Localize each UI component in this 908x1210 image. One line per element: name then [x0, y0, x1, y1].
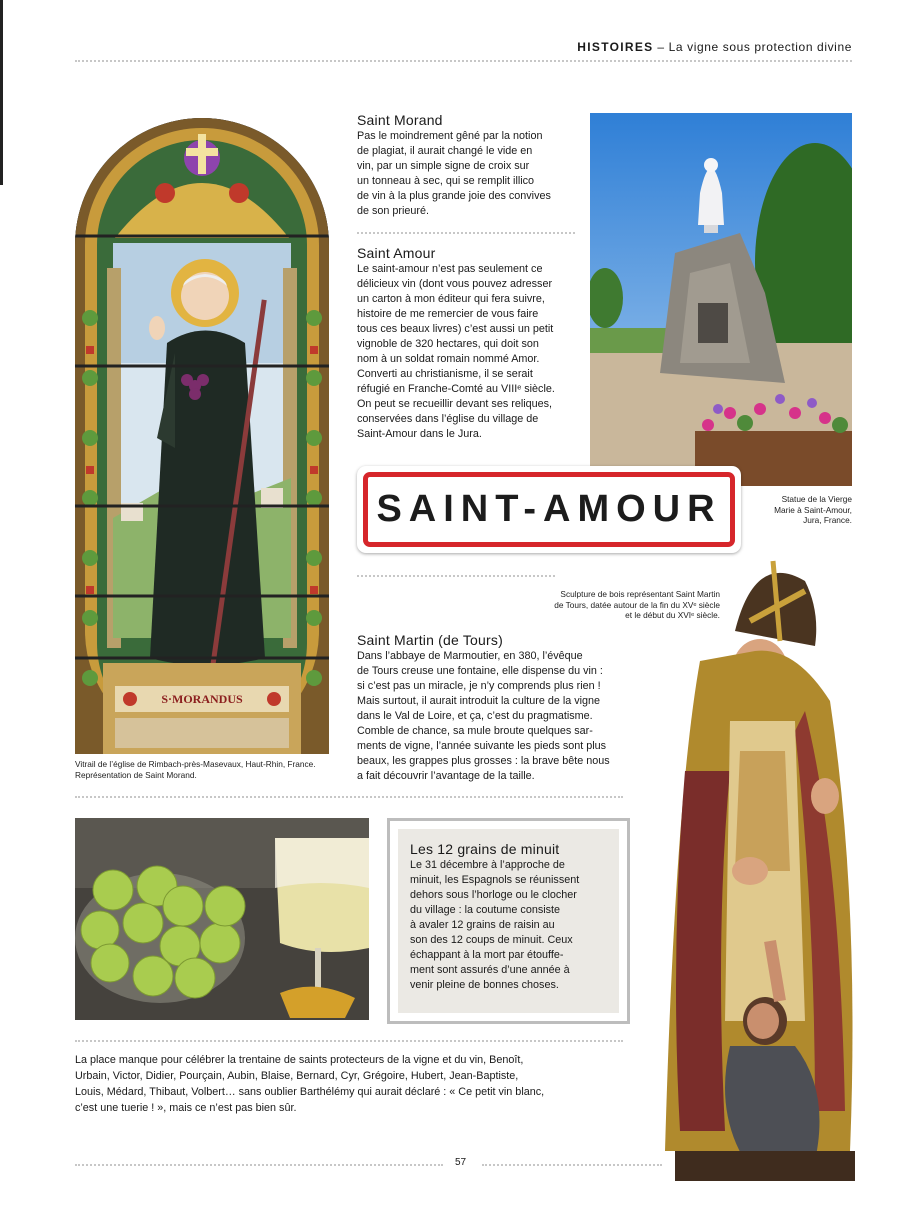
saint-morand-block	[357, 112, 577, 219]
sculpture-caption: Sculpture de bois représentant Saint Martin de Tours, datée autour de la fin du XVᵉ siècle et le début du XVIᵉ siècle.	[554, 589, 720, 621]
saint-amour-block	[357, 245, 582, 442]
header-section: HISTOIRES	[577, 40, 654, 54]
saint-martin-block	[357, 632, 647, 784]
grains-info-box	[387, 818, 630, 1024]
grains-title: Les 12 grains de minuit	[410, 841, 560, 857]
saint-martin-sculpture-photo	[655, 551, 865, 1181]
divider	[75, 796, 623, 798]
saint-amour-text: Le saint-amour n’est pas seulement ce délicieux vin (dont vous pouvez adresser un carton à mon éditeur qui fera suivre, histoire de me remercier de vous faire tous ces beaux livres) c’est aussi un petit vignoble de 320 hectares, qui doit son nom à un soldat romain nommé Amor. Converti au christianisme, il se serait réfugié en Franche-Comté au VIIIᵉ siècle. On peut se recueillir devant ses reliques, conservées dans l’église du village de Saint-Amour dans le Jura.	[357, 263, 555, 440]
footer-rule-right	[482, 1164, 662, 1166]
saint-morand-title: Saint Morand	[357, 112, 443, 128]
sign-text: SAINT-AMOUR	[376, 488, 722, 530]
saint-amour-title: Saint Amour	[357, 245, 436, 261]
stained-glass-image	[75, 118, 329, 754]
glass-label: S·MORANDUS	[161, 692, 243, 706]
divider	[75, 1040, 623, 1042]
saint-morand-text: Pas le moindrement gêné par la notion de plagiat, il aurait changé le vide en vin, par un simple signe de croix sur un tonneau à sec, qui se remplit illico de vin à la plus grande joie des convives de son prieuré.	[357, 130, 551, 217]
closing-paragraph: La place manque pour célébrer la trentaine de saints protecteurs de la vigne et du vin, Benoît, Urbain, Victor, Didier, Pourçain, Aubin, Blaise, Bernard, Cyr, Grégoire, Hubert, Jean-Baptiste, Louis, Médard, Thibaut, Volbert… sans oublier Barthélémy qui aurait déclaré : « Ce petit vin blanc, c’est une tuerie ! », mais ce n’est pas bien sûr.	[75, 1054, 545, 1114]
sign-red-border	[363, 472, 735, 547]
divider	[357, 575, 555, 577]
vitrail-caption: Vitrail de l’église de Rimbach-près-Masevaux, Haut-Rhin, France. Représentation de Saint Morand.	[75, 759, 316, 780]
page-edge-mark	[0, 0, 3, 185]
statue-caption: Statue de la Vierge Marie à Saint-Amour, Jura, France.	[774, 494, 852, 526]
header-rule	[75, 60, 852, 62]
saint-martin-text: Dans l’abbaye de Marmoutier, en 380, l’évêque de Tours creuse une fontaine, elle dispense du vin : si c’est pas un miracle, je n’y comprends plus rien ! Mais surtout, il aurait introduit la culture de la vigne dans le Val de Loire, et ça, c’est du pragmatisme. Comble de chance, sa mule broute quelques sar- ments de vigne, l’année suivante les pieds sont plus beaux, les grappes plus grosses : la brave bête nous a fait découvrir l’avantage de la taille.	[357, 650, 610, 782]
saint-martin-title: Saint Martin (de Tours)	[357, 632, 503, 648]
page-number: 57	[455, 1157, 467, 1168]
grains-text: Le 31 décembre à l’approche de minuit, les Espagnols se réunissent dehors sous l’horloge ou le clocher du village : la coutume consiste à avaler 12 grains de raisin au son des 12 coups de minuit. Ceux échappant à la mort par étouffe- ment sont assurés d’une année à venir pleine de bonnes choses.	[410, 859, 580, 991]
footer-rule-left	[75, 1164, 443, 1166]
header-subtitle: La vigne sous protection divine	[668, 40, 852, 54]
running-header	[570, 40, 852, 54]
divider	[357, 232, 575, 234]
virgin-statue-photo	[590, 113, 852, 486]
grains-box-content	[410, 841, 600, 993]
header-separator: –	[657, 40, 665, 54]
saint-amour-road-sign	[357, 466, 741, 553]
grapes-wine-photo	[75, 818, 369, 1020]
